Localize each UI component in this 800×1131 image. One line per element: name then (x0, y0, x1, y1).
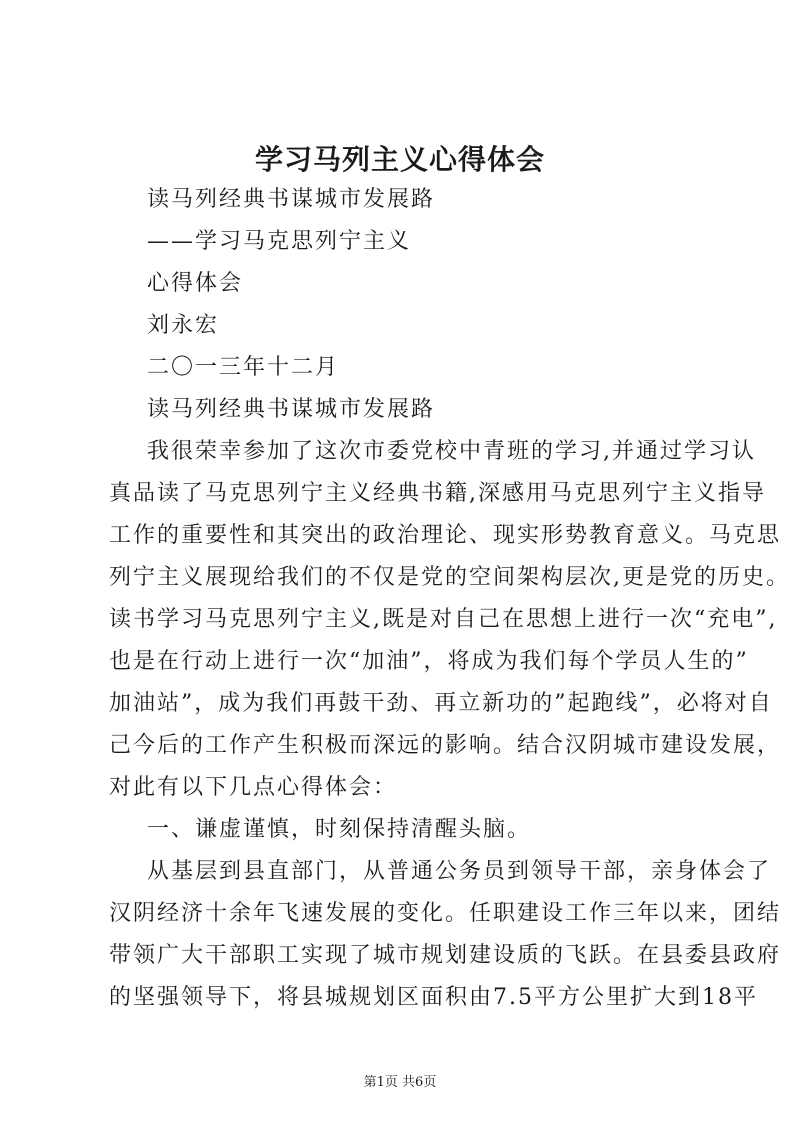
paragraph-line: 也是在行动上进行一次“加油”，将成为我们每个学员人生的” (109, 649, 749, 674)
paragraph-line: 带领广大干部职工实现了城市规划建设质的飞跃。在县委县政府 (109, 943, 782, 968)
paragraph-line: 读书学习马克思列宁主义,既是对自己在思想上进行一次“充电”, (109, 607, 778, 632)
paragraph-line: 工作的重要性和其突出的政治理论、现实形势教育意义。马克思 (109, 523, 782, 548)
paragraph-line: 我很荣幸参加了这次市委党校中青班的学习,并通过学习认 (147, 439, 756, 464)
paragraph-line: 汉阴经济十余年飞速发展的变化。任职建设工作三年以来，团结 (109, 901, 782, 926)
subtitle-line: ——学习马克思列宁主义 (147, 229, 412, 254)
paragraph-line: 加油站”，成为我们再鼓干劲、再立新功的”起跑线”，必将对自 (109, 691, 773, 716)
paragraph-line: 对此有以下几点心得体会： (109, 775, 398, 800)
section-heading: 一、谦虚谨慎，时刻保持清醒头脑。 (147, 817, 532, 842)
date-line: 二〇一三年十二月 (147, 355, 340, 380)
paragraph-line: 从基层到县直部门，从普通公务员到领导干部，亲身体会了 (147, 859, 772, 884)
author-line: 刘永宏 (147, 313, 220, 338)
document-body (109, 179, 790, 1019)
paragraph-line: 己今后的工作产生积极而深远的影响。结合汉阴城市建设发展， (109, 733, 782, 758)
paragraph-line: 的坚强领导下，将县城规划区面积由7.5平方公里扩大到18平 (109, 985, 758, 1010)
paragraph-line: 列宁主义展现给我们的不仅是党的空间架构层次,更是党的历史。 (109, 565, 790, 590)
page-footer: 第1页 共6页 (363, 1075, 437, 1090)
document-title: 学习马列主义心得体会 (254, 143, 545, 176)
subtitle-line: 读马列经典书谋城市发展路 (147, 187, 436, 212)
section-heading: 读马列经典书谋城市发展路 (147, 397, 436, 422)
subtitle-line: 心得体会 (147, 271, 244, 296)
paragraph-line: 真品读了马克思列宁主义经典书籍,深感用马克思列宁主义指导 (109, 481, 766, 506)
